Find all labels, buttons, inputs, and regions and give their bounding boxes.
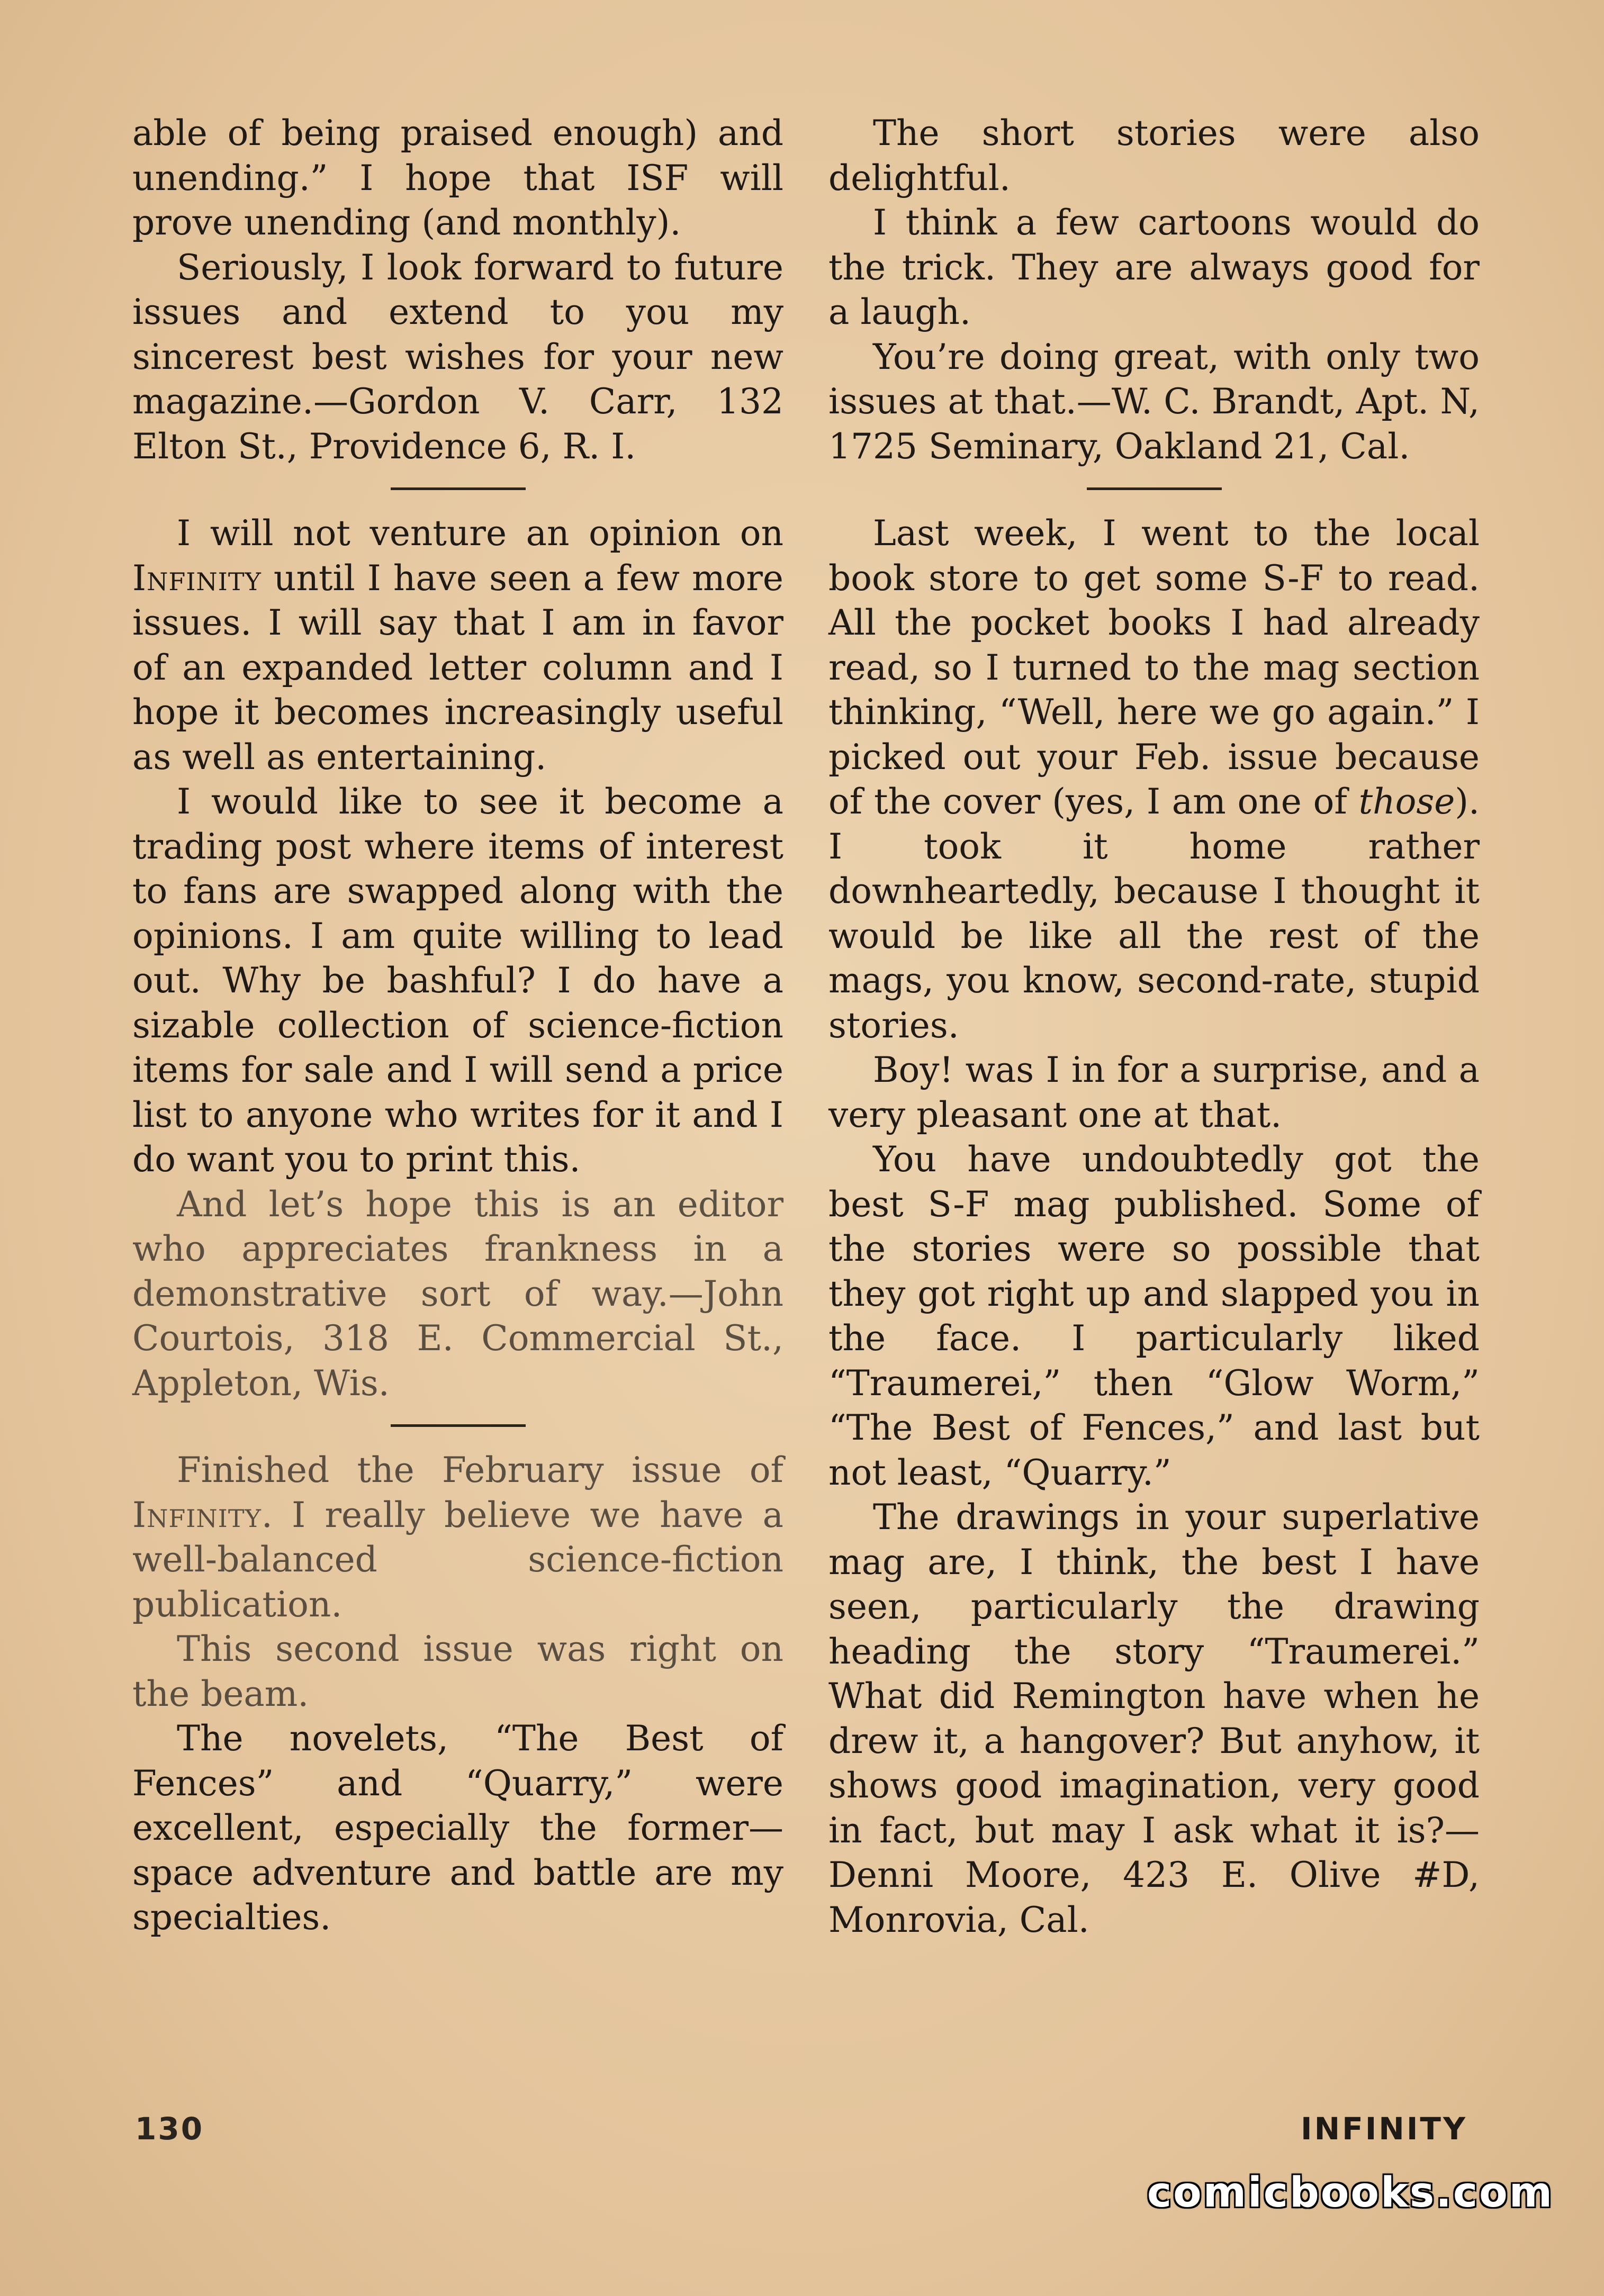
- letter-paragraph: And let’s hope this is an editor who appreciates frankness in a demonstrative sort of way.—John Courtois, 318 E. Commercial St., Appleton, Wis.: [132, 1183, 783, 1404]
- magazine-name: Infinity: [132, 1494, 262, 1535]
- letter-divider: [391, 1424, 526, 1427]
- site-watermark: comicbooks.com: [1147, 2169, 1554, 2217]
- paragraph-text: ). I took it home rather downheartedly, because I thought it would be like all the rest of the mags, you know, second-rate, stupid stories.: [828, 781, 1480, 1046]
- letter-paragraph: [828, 511, 1480, 1048]
- letter-paragraph: [132, 511, 783, 780]
- emphasized-word: those: [1358, 781, 1455, 822]
- letter-paragraph: Boy! was I in for a surprise, and a very pleasant one at that.: [828, 1050, 1480, 1135]
- page-number: 130: [135, 2111, 204, 2147]
- letter-paragraph: [132, 1448, 783, 1627]
- letter-paragraph: The short stories were also delightful.: [828, 113, 1480, 198]
- letter-paragraph: You’re doing great, with only two issues at that.—W. C. Brandt, Apt. N, 1725 Seminary, Oakland 21, Cal.: [828, 336, 1480, 467]
- letter-paragraph: You have undoubtedly got the best S-F mag published. Some of the stories were so possible that they got right up and slapped you in the face. I particularly liked “Traumerei,” then “Glow Worm,” “The Best of Fences,” and last but not least, “Quarry.”: [828, 1139, 1480, 1493]
- letter-paragraph: I think a few cartoons would do the trick. They are always good for a laugh.: [828, 202, 1480, 332]
- paragraph-text: until I have seen a few more issues. I will say that I am in favor of an expanded letter column and I hope it becomes increasingly useful as well as entertaining.: [132, 557, 783, 778]
- letter-paragraph: I would like to see it become a trading post where items of interest to fans are swapped along with the opinions. I am quite willing to lead out. Why be bashful? I do have a sizable collection of science-fiction items for sale and I will send a price list to anyone who writes for it and I do want you to print this.: [132, 781, 783, 1180]
- paragraph-text: Finished the February issue of: [177, 1450, 783, 1490]
- running-footer-title: INFINITY: [1300, 2111, 1467, 2147]
- letter-paragraph: Seriously, I look forward to future issues and extend to you my sincerest best wishes for your new magazine.—Gordon V. Carr, 132 Elton St., Providence 6, R. I.: [132, 247, 783, 467]
- paragraph-text: I will not venture an opinion on: [177, 513, 783, 554]
- letter-paragraph: able of being praised enough) and unending.” I hope that ISF will prove unending (and monthly).: [132, 113, 783, 243]
- paragraph-text: Last week, I went to the local book store to get some S-F to read. All the pocket books I had already read, so I turned to the mag section thinking, “Well, here we go again.” I picked out your Feb. issue because of the cover (yes, I am one of: [828, 513, 1480, 822]
- letter-divider: [391, 487, 526, 490]
- magazine-name: Infinity: [132, 557, 262, 599]
- letter-paragraph: The drawings in your superlative mag are, I think, the best I have seen, particularly the drawing heading the story “Traumerei.” What did Remington have when he drew it, a hangover? But anyhow, it shows good imagination, very good in fact, but may I ask what it is?—Denni Moore, 423 E. Olive #D, Monrovia, Cal.: [828, 1497, 1480, 1940]
- paragraph-text: . I really believe we have a well-balanced science-fiction publication.: [132, 1494, 783, 1625]
- letters-column-left: [132, 111, 783, 1940]
- letter-paragraph: The novelets, “The Best of Fences” and “Quarry,” were excellent, especially the former—space adventure and battle are my specialties.: [132, 1718, 783, 1938]
- letters-column-right: [828, 111, 1480, 1942]
- letter-divider: [1087, 487, 1222, 490]
- letter-paragraph: This second issue was right on the beam.: [132, 1629, 783, 1714]
